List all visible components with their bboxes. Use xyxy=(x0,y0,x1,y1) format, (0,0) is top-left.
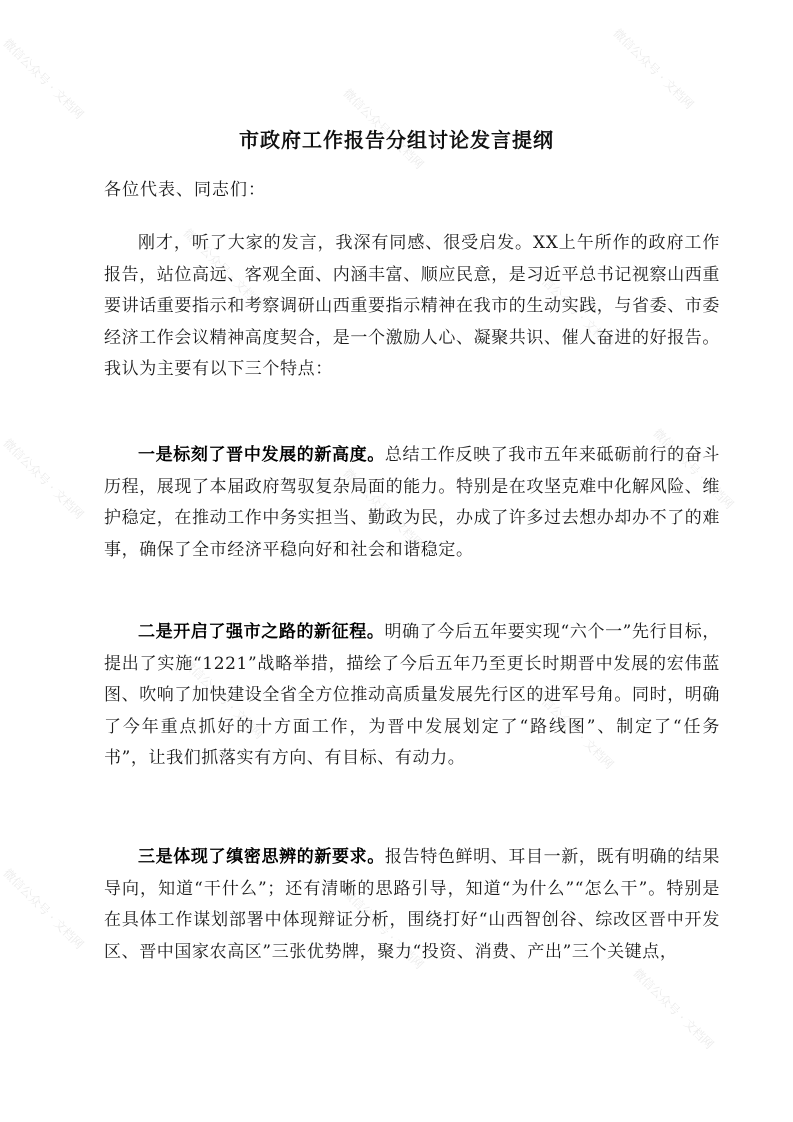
salutation: 各位代表、同志们： xyxy=(104,180,266,200)
paragraph-body: 刚才，听了大家的发言，我深有同感、很受启发。XX上午所作的政府工作报告，站位高远、客观全面、内涵丰富、顺应民意，是习近平总书记视察山西重要讲话重要指示和考察调研山西重要指示精神在我市的生动实践，与省委、市委经济工作会议精神高度契合，是一个激励人心、凝聚共识、催人奋进的好报告。我认为主要有以下三个特点： xyxy=(104,233,720,379)
paragraph-intro xyxy=(104,228,720,386)
paragraph-lead: 三是体现了缜密思辨的新要求。 xyxy=(138,847,385,867)
paragraph-body: 明确了今后五年要实现“六个一”先行目标，提出了实施“1221”战略举措，描绘了今后五年乃至更长时期晋中发展的宏伟蓝图、吹响了加快建设全省全方位推动高质量发展先行区的进军号角。同时，明确了今年重点抓好的十方面工作，为晋中发展划定了“路线图”、制定了“任务书”，让我们抓落实有方向、有目标、有动力。 xyxy=(104,622,720,768)
paragraph-point-three xyxy=(104,842,720,968)
watermark: 微信公众号 · 文档网 xyxy=(0,35,87,122)
paragraph-body: 总结工作反映了我市五年来砥砺前行的奋斗历程，展现了本届政府驾驭复杂局面的能力。特别是在攻坚克难中化解风险、维护稳定，在推动工作中务实担当、勤政为民，办成了许多过去想办却办不了的难事，确保了全市经济平稳向好和社会和谐稳定。 xyxy=(104,445,720,560)
paragraph-point-one xyxy=(104,440,720,566)
paragraph-point-two xyxy=(104,617,720,775)
watermark: 微信公众号 · 文档网 xyxy=(0,865,87,952)
paragraph-lead: 二是开启了强市之路的新征程。 xyxy=(138,622,385,642)
watermark: 微信公众号 · 文档网 xyxy=(530,265,617,352)
watermark: 微信公众号 · 文档网 xyxy=(340,85,427,172)
watermark: 微信公众号 · 文档网 xyxy=(650,425,737,512)
watermark: 微信公众号 · 文档网 xyxy=(340,465,427,552)
watermark: 微信公众号 · 文档网 xyxy=(610,25,697,112)
paragraph-body: 报告特色鲜明、耳目一新，既有明确的结果导向，知道“干什么”；还有清晰的思路引导，知道“为什么”“怎么干”。特别是在具体工作谋划部署中体现辩证分析，围绕打好“山西智创谷、综改区晋中开发区、晋中国家农高区”三张优势牌，聚力“投资、消费、产出”三个关键点， xyxy=(104,847,720,962)
paragraph-lead: 一是标刻了晋中发展的新高度。 xyxy=(138,445,385,465)
watermark: 微信公众号 · 文档网 xyxy=(340,885,427,972)
watermark: 微信公众号 · 文档网 xyxy=(630,965,717,1052)
watermark: 微信公众号 · 文档网 xyxy=(530,685,617,772)
document-title: 市政府工作报告分组讨论发言提纲 xyxy=(239,128,554,152)
watermark: 微信公众号 · 文档网 xyxy=(180,225,267,312)
watermark: 微信公众号 · 文档网 xyxy=(0,435,87,522)
watermark: 微信公众号 · 文档网 xyxy=(180,655,267,742)
